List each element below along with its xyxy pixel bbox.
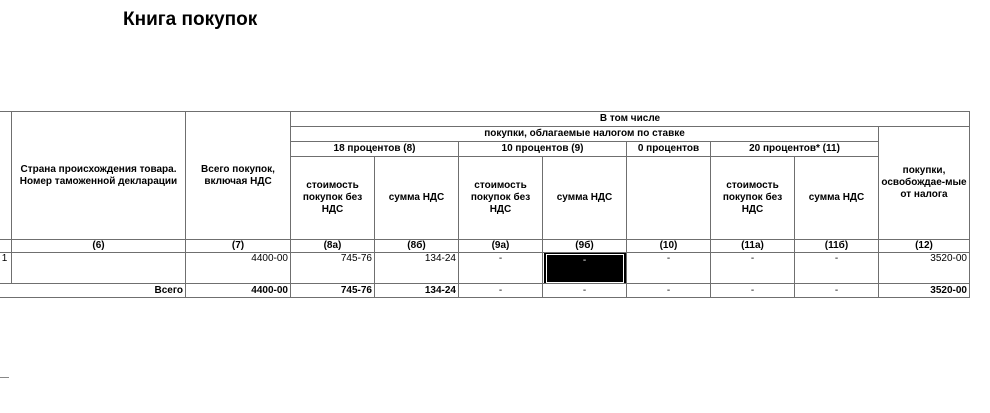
totals-cost10: -	[459, 284, 543, 298]
cell-country	[12, 253, 186, 284]
cell-cost20: -	[711, 253, 795, 284]
column-number: (7)	[186, 240, 291, 253]
totals-vat18: 134-24	[375, 284, 459, 298]
column-number: (12)	[879, 240, 970, 253]
rate-header-20: 20 процентов* (11)	[711, 142, 879, 157]
cell-vat20: -	[795, 253, 879, 284]
column-header-cost18: стоимость покупок без НДС	[291, 157, 375, 240]
column-header-cost20: стоимость покупок без НДС	[711, 157, 795, 240]
selected-cell-highlight[interactable]: -	[547, 255, 623, 282]
cell-vat18: 134-24	[375, 253, 459, 284]
totals-cost20: -	[711, 284, 795, 298]
column-header-vat20: сумма НДС	[795, 157, 879, 240]
totals-blank	[0, 284, 12, 298]
totals-label: Всего	[12, 284, 186, 298]
page-title: Книга покупок	[123, 9, 258, 30]
subgroup-header: покупки, облагаемые налогом по ставке	[291, 127, 879, 142]
cell-total: 4400-00	[186, 253, 291, 284]
column-number-blank	[0, 240, 12, 253]
rate-header-0: 0 процентов	[627, 142, 711, 157]
row-number: 1	[0, 253, 12, 284]
row-number-header	[0, 112, 12, 240]
column-header-vat18: сумма НДС	[375, 157, 459, 240]
cell-exempt: 3520-00	[879, 253, 970, 284]
cell-r0: -	[627, 253, 711, 284]
totals-vat20: -	[795, 284, 879, 298]
rate-header-10: 10 процентов (9)	[459, 142, 627, 157]
column-number: (11а)	[711, 240, 795, 253]
purchase-ledger-table	[0, 111, 970, 298]
totals-vat10: -	[543, 284, 627, 298]
cell-vat10-selected[interactable]	[543, 253, 627, 284]
header-row-group	[0, 112, 970, 127]
table-row	[0, 253, 970, 284]
column-number: (9а)	[459, 240, 543, 253]
column-header-country: Страна происхождения товара. Номер таможенной декларации	[12, 112, 186, 240]
column-header-vat10: сумма НДС	[543, 157, 627, 240]
totals-total: 4400-00	[186, 284, 291, 298]
column-header-total: Всего покупок, включая НДС	[186, 112, 291, 240]
column-header-cost10: стоимость покупок без НДС	[459, 157, 543, 240]
totals-row	[0, 284, 970, 298]
cell-cost10: -	[459, 253, 543, 284]
group-header: В том числе	[291, 112, 970, 127]
margin-tick-line	[0, 377, 9, 378]
cell-cost18: 745-76	[291, 253, 375, 284]
column-header-exempt: покупки, освобождае-мые от налога	[879, 127, 970, 240]
totals-cost18: 745-76	[291, 284, 375, 298]
column-number: (8а)	[291, 240, 375, 253]
column-number: (9б)	[543, 240, 627, 253]
totals-r0: -	[627, 284, 711, 298]
column-number: (8б)	[375, 240, 459, 253]
column-number: (6)	[12, 240, 186, 253]
column-header-r0	[627, 157, 711, 240]
totals-exempt: 3520-00	[879, 284, 970, 298]
column-number: (11б)	[795, 240, 879, 253]
column-number: (10)	[627, 240, 711, 253]
rate-header-18: 18 процентов (8)	[291, 142, 459, 157]
column-number-row	[0, 240, 970, 253]
